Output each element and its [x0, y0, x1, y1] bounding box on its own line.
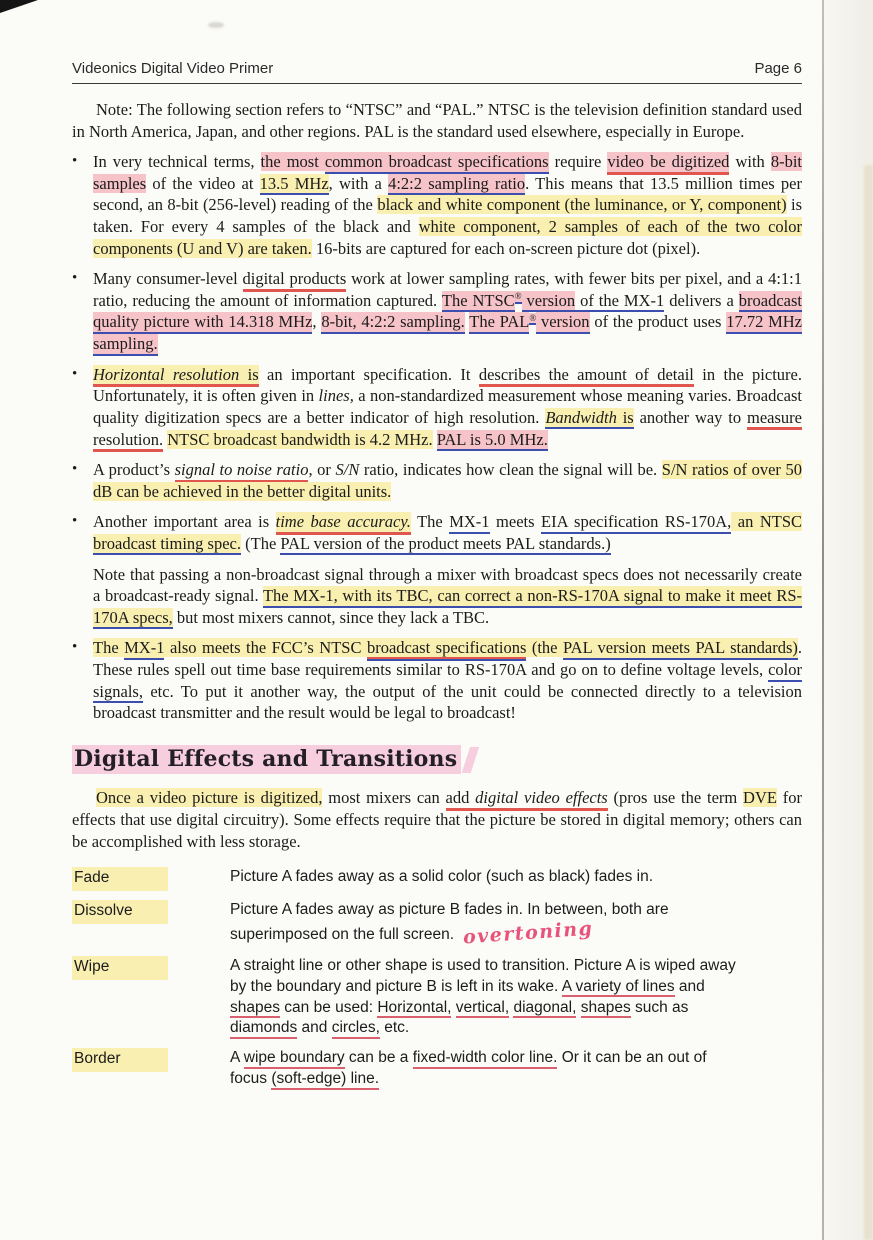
section-heading-text: Digital Effects and Transitions — [72, 745, 461, 774]
scan-corner-artifact — [0, 0, 38, 13]
bullet-text — [93, 268, 802, 354]
text-segment: Many consumer-level — [93, 269, 243, 289]
text-segment: is — [617, 408, 634, 430]
text-segment: PAL version of the product meets PAL standards.) — [280, 534, 610, 556]
text-segment: an NTSC — [731, 512, 802, 532]
effects-row-wipe — [72, 956, 802, 1040]
text-segment: work at lower sampling rates, with fewer bits per pixel, and a 4:1:1 ratio, reducing the amount of information captured. — [93, 269, 802, 310]
bullet-item-consumer-products — [72, 268, 802, 354]
text-segment: in the picture. Unfortunately, it is often given in — [93, 364, 802, 406]
bullet-glyph: • — [72, 513, 78, 530]
text-segment: digital products — [243, 269, 347, 292]
text-segment: 13.5 MHz — [260, 174, 329, 196]
text-segment: . These rules spell out time base requirements similar to RS-170A and go on to define voltage levels, — [93, 638, 803, 680]
text-segment: with — [729, 152, 771, 172]
text-segment: The — [93, 638, 125, 658]
text-segment: measure resolution. — [93, 408, 802, 452]
text-segment: can be used: — [279, 998, 378, 1016]
effect-term-text: Border — [72, 1048, 168, 1072]
text-segment: diamonds — [230, 1019, 297, 1039]
text-segment: MX-1 — [449, 512, 489, 534]
text-segment: of the MX-1 — [575, 291, 664, 313]
effect-term-text: Wipe — [72, 956, 168, 980]
text-segment: PAL is 5.0 MHz. — [437, 430, 548, 452]
page-content — [72, 0, 802, 1099]
text-segment: S/N ratios of over 50 dB can be achieved in the better digital units. — [93, 460, 803, 501]
effect-definition — [230, 900, 746, 947]
bullet-glyph: • — [72, 639, 78, 656]
text-segment: Or it can be an out of focus — [230, 1049, 707, 1088]
note-paragraph — [72, 99, 802, 142]
bullet-item-horizontal-resolution — [72, 364, 802, 450]
text-segment: The — [410, 512, 450, 532]
text-segment: broadcast quality picture with 14.318 MHz — [93, 291, 802, 334]
text-segment: ® — [529, 313, 536, 326]
text-segment: can be a — [344, 1049, 413, 1067]
text-segment: require — [548, 152, 608, 172]
bullet-item-signal-to-noise — [72, 459, 802, 502]
text-segment: etc. — [379, 1019, 410, 1037]
text-segment: for effects that use digital circuitry). Some effects require that the picture be stored in digital memory; others can be accomplished with less storage. — [72, 788, 802, 851]
effects-row-fade — [72, 867, 802, 891]
text-segment: A — [230, 1049, 244, 1067]
text-segment: 8-bit samples — [93, 152, 802, 193]
effect-term — [72, 900, 230, 947]
section-heading — [72, 746, 802, 774]
text-segment: ratio, indicates how clean the signal will be. — [359, 460, 662, 480]
text-segment: most mixers can — [322, 788, 446, 808]
text-segment: another way to — [633, 407, 748, 427]
text-segment: S/N — [335, 460, 360, 480]
text-segment: white component, 2 samples of each of the two color components (U and V) are taken. — [93, 217, 802, 258]
text-segment: , or — [308, 460, 336, 480]
effect-term-text: Fade — [72, 867, 168, 891]
text-segment: such as — [630, 998, 689, 1016]
text-segment: black and white component (the luminance, or Y, component) — [377, 195, 787, 215]
text-segment: of the video at — [146, 173, 260, 193]
effect-definition — [230, 956, 746, 1040]
bullet-text — [93, 151, 802, 259]
text-segment: a non-standardized measurement whose meaning varies. Broadcast quality digitization specs are a better indicator of high resolution. — [93, 386, 802, 427]
text-segment: describes the amount of detail — [479, 365, 694, 388]
text-segment: Once a video picture is digitized, — [96, 788, 323, 808]
text-segment: shapes — [581, 999, 631, 1019]
text-segment: A straight line or other shape is used to transition. Picture A is wiped away by the boundary and picture B is left in its wake. — [230, 956, 736, 995]
text-segment: circles, — [332, 1019, 380, 1039]
text-segment: 4:2:2 sampling ratio — [388, 174, 525, 196]
text-segment: 17.72 MHz sampling. — [93, 312, 802, 355]
text-segment: Note: The following section refers to “NTSC” and “PAL.” NTSC is the television definition standard used in North America, Japan, and other regions. PAL is the standard used elsewhere, especially in Europe. — [72, 100, 802, 141]
text-segment: lines, — [318, 386, 354, 406]
header-rule — [72, 83, 802, 84]
text-segment: , — [312, 312, 322, 332]
text-segment: Another important area is — [93, 512, 276, 532]
text-segment: digital video effects — [475, 788, 608, 811]
effects-row-border — [72, 1048, 802, 1090]
intro-paragraph — [72, 787, 802, 852]
bullet-text — [93, 364, 802, 450]
text-segment: time base accuracy. — [276, 512, 411, 535]
text-segment: wipe boundary — [244, 1049, 345, 1069]
text-segment: (soft-edge) line. — [271, 1070, 379, 1090]
bullet-glyph: • — [72, 153, 78, 170]
text-segment: version — [536, 312, 589, 334]
bullet-glyph: • — [72, 461, 78, 478]
effect-term — [72, 867, 230, 891]
bullet-item-time-base-accuracy — [72, 511, 802, 554]
text-segment: A variety of lines — [562, 978, 675, 998]
effect-term — [72, 1048, 230, 1090]
page-header — [72, 0, 802, 78]
page-number: Page 6 — [754, 60, 802, 77]
text-segment: also meets the FCC’s NTSC — [164, 638, 367, 658]
bullet-text — [93, 459, 802, 502]
text-segment: (pros use the term — [607, 788, 744, 808]
text-segment: vertical, — [456, 999, 509, 1019]
bullet-item-fcc-specs — [72, 637, 802, 723]
text-segment: Note that passing a non-broadcast signal through a mixer with broadcast specs does not necessarily create a broadcast-ready signal. — [93, 564, 802, 606]
text-segment: add — [446, 788, 476, 811]
text-segment: video be digitized — [607, 152, 729, 175]
text-segment: and — [674, 977, 705, 995]
text-segment: (The — [241, 533, 281, 553]
text-segment: the most — [260, 152, 325, 172]
text-segment: EIA specification RS-170A, — [541, 512, 731, 534]
text-segment: NTSC broadcast bandwidth is 4.2 MHz. — [167, 429, 433, 449]
text-segment: 16-bits are captured for each on-screen picture dot (pixel). — [311, 238, 701, 258]
text-segment: fixed-width color line. — [413, 1049, 558, 1069]
text-segment: The PAL — [469, 312, 529, 334]
text-segment: . This means that 13.5 million times per second, an 8-bit (256-level) reading of the — [93, 173, 802, 215]
text-segment: DVE — [743, 788, 777, 808]
text-segment: MX-1 — [124, 638, 164, 660]
text-segment: and — [297, 1019, 332, 1037]
text-segment: ® — [515, 291, 522, 304]
text-segment: (the — [526, 638, 563, 658]
note-tbc-paragraph — [93, 564, 802, 629]
text-segment: common broadcast specifications — [325, 152, 549, 174]
bullet-glyph: • — [72, 365, 78, 382]
text-segment: is — [239, 365, 258, 388]
text-segment: Horizontal, — [377, 999, 451, 1019]
scan-right-strip — [864, 165, 873, 1240]
effects-table — [72, 867, 802, 1090]
text-segment: , with a — [328, 173, 389, 193]
text-segment: The MX-1, with its TBC, can correct a non-RS-170A signal to make it meet RS-170A specs, — [93, 586, 802, 629]
text-segment: version — [522, 291, 576, 313]
bullet-item-broadcast-specs — [72, 151, 802, 259]
text-segment: an important specification. It — [258, 364, 479, 384]
text-segment: meets — [489, 512, 541, 532]
text-segment: Horizontal resolution — [93, 365, 239, 388]
text-segment: etc. To put it another way, the output of the unit could be connected directly to a television broadcast transmitter and the result would be legal to broadcast! — [93, 681, 802, 723]
text-segment: The NTSC — [442, 291, 515, 313]
handwritten-annotation: overtoning — [462, 917, 595, 949]
effect-term-text: Dissolve — [72, 900, 168, 924]
effects-row-dissolve — [72, 900, 802, 947]
text-segment: shapes — [230, 999, 280, 1019]
text-segment: In very technical terms, — [93, 152, 261, 172]
effect-definition — [230, 867, 746, 891]
text-segment: of the product uses — [589, 312, 727, 332]
text-segment: PAL version meets PAL standards) — [563, 638, 798, 660]
document-title: Videonics Digital Video Primer — [72, 60, 274, 77]
page-edge-line — [822, 0, 824, 1240]
text-segment: is taken. For every 4 samples of the black and — [93, 195, 803, 237]
text-segment: but most mixers cannot, since they lack a TBC. — [172, 607, 490, 627]
text-segment: Bandwidth — [545, 408, 617, 430]
text-segment: A product’s — [93, 460, 175, 480]
text-segment: broadcast specifications — [366, 638, 527, 658]
bullet-text — [93, 511, 802, 554]
text-segment: Picture A fades away as a solid color (such as black) fades in. — [230, 868, 654, 886]
text-segment: 8-bit, 4:2:2 sampling. — [321, 312, 464, 334]
text-segment: diagonal, — [513, 999, 576, 1019]
effect-term — [72, 956, 230, 1040]
bullet-glyph: • — [72, 270, 78, 287]
bullet-text — [93, 637, 802, 723]
text-segment: delivers a — [664, 290, 739, 310]
text-segment: broadcast timing spec. — [93, 534, 241, 556]
text-segment: signal to noise ratio — [175, 460, 309, 483]
text-segment: Picture A fades away as picture B fades in. In between, both are superimposed on the full screen. — [230, 901, 669, 944]
text-segment: color signals, — [93, 660, 802, 703]
effect-definition — [230, 1048, 746, 1090]
